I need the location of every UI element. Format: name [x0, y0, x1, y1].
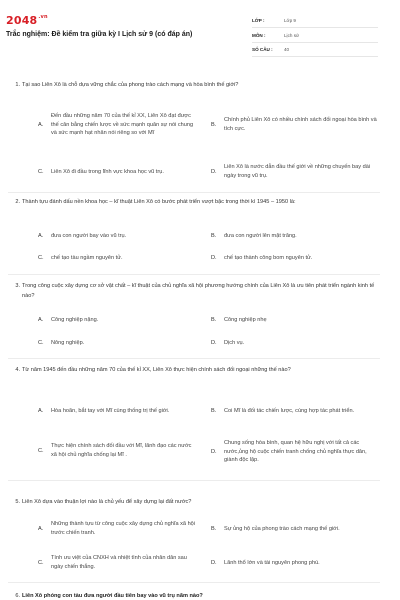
option-d[interactable]	[211, 432, 379, 472]
option-a[interactable]	[38, 400, 198, 422]
question-list	[0, 66, 400, 600]
option-letter: C.	[38, 448, 44, 454]
option-letter: C.	[38, 169, 44, 175]
option-b[interactable]	[211, 230, 379, 242]
option-text: Liên Xô đi đầu trong lĩnh vực khoa học vũ trụ.	[51, 168, 164, 175]
meta-label: MÔN :	[252, 33, 266, 38]
question-number: 1.	[15, 82, 20, 88]
option-c[interactable]	[38, 434, 198, 468]
option-letter: D.	[211, 449, 217, 455]
option-text: Chung sống hòa bình, quan hệ hữu nghị với tất cả các nước,ủng hộ cuộc chiến tranh chống chủ nghĩa thực dân, giành độc lập.	[224, 440, 367, 464]
option-letter: C.	[38, 560, 44, 566]
option-d[interactable]	[211, 252, 379, 264]
logo-text: 2048	[6, 14, 38, 27]
divider	[8, 358, 380, 359]
meta-value: Lịch sử	[284, 33, 300, 38]
option-letter: D.	[211, 560, 217, 566]
site-logo[interactable]	[6, 14, 48, 27]
option-c[interactable]	[38, 252, 198, 264]
option-text: Lãnh thổ lớn và tài nguyên phong phú.	[224, 559, 320, 566]
option-text: chế tạo thành công bom nguyên tử.	[224, 254, 313, 261]
meta-value: Lớp 9	[284, 18, 296, 23]
option-text: Tính ưu việt của CNXH và nhiệt tình của nhân dân sau ngày chiến thắng.	[51, 555, 187, 570]
option-letter: C.	[38, 255, 44, 261]
option-text: Coi Mĩ là đối tác chiến lược, cùng hợp tác phát triển.	[224, 407, 355, 414]
option-letter: A.	[38, 317, 44, 323]
option-letter: B.	[211, 526, 217, 532]
option-b[interactable]	[211, 518, 379, 540]
meta-label: LỚP :	[252, 18, 265, 23]
option-b[interactable]	[211, 314, 379, 326]
divider	[8, 274, 380, 275]
option-letter: A.	[38, 526, 44, 532]
question-text: Tại sao Liên Xô là chỗ dựa vững chắc của phong trào cách mạng và hòa bình thế giới?	[22, 82, 239, 88]
option-text: Liên Xô là nước dẫn đầu thế giới về những chuyến bay dài ngày trong vũ trụ.	[224, 164, 371, 179]
logo-suffix: .vn	[38, 14, 48, 20]
option-a[interactable]	[38, 230, 198, 242]
option-letter: C.	[38, 340, 44, 346]
question-text: Liên Xô phóng con tàu đưa người đầu tiên bay vào vũ trụ năm nào?	[22, 593, 203, 599]
option-letter: A.	[38, 233, 44, 239]
option-text: chế tạo tàu ngầm nguyên tử.	[51, 254, 123, 261]
divider	[8, 192, 380, 193]
option-text: Sự ủng hộ của phong trào cách mạng thế giới.	[224, 525, 340, 532]
option-text: Những thành tựu từ công cuộc xây dựng chủ nghĩa xã hội trước chiến tranh.	[51, 521, 196, 536]
option-letter: B.	[211, 122, 217, 128]
question-number: 4.	[15, 367, 20, 373]
option-text: Dịch vụ.	[224, 339, 245, 346]
option-text: đưa con người lên mặt trăng.	[224, 232, 297, 239]
page-header	[0, 0, 400, 66]
question-number: 3.	[15, 283, 20, 289]
question-number: 2.	[15, 199, 20, 205]
option-text: Thực hiện chính sách đối đầu với Mĩ, lãnh đạo các nước xã hội chủ nghĩa chống lại Mĩ .	[51, 443, 192, 458]
option-a[interactable]	[38, 518, 198, 540]
meta-row-subject	[252, 29, 378, 43]
question-number: 6.	[15, 593, 20, 599]
option-c[interactable]	[38, 337, 198, 349]
question-text: Từ năm 1945 đến đầu những năm 70 của thế kỉ XX, Liên Xô thực hiện chính sách đối ngoại những thế nào?	[22, 367, 291, 373]
option-d[interactable]	[211, 552, 379, 574]
option-letter: A.	[38, 122, 44, 128]
question-number: 5.	[15, 499, 20, 505]
meta-value: 40	[284, 47, 290, 52]
option-letter: D.	[211, 255, 217, 261]
meta-label: SỐ CÂU :	[252, 47, 273, 52]
option-c[interactable]	[38, 552, 198, 574]
option-b[interactable]	[211, 114, 379, 136]
option-a[interactable]	[38, 314, 198, 326]
divider	[8, 480, 380, 481]
option-letter: D.	[211, 169, 217, 175]
meta-row-class	[252, 14, 378, 28]
option-text: Đến đầu những năm 70 của thế kỉ XX, Liên Xô đạt được thế cân bằng chiến lược về sức mạnh quân sự nói chung và sức mạnh hạt nhân nói riêng so với Mĩ	[51, 113, 194, 137]
option-text: Công nghiệp nặng.	[51, 316, 99, 323]
document-title: Trắc nghiệm: Đề kiểm tra giữa kỳ I Lịch sử 9 (có đáp án)	[6, 31, 193, 38]
option-letter: B.	[211, 233, 217, 239]
option-d[interactable]	[211, 337, 379, 349]
question-text: Thành tựu đánh dấu nền khoa học – kĩ thuật Liên Xô có bước phát triển vượt bậc trong thời kì 1945 – 1950 là:	[22, 199, 296, 205]
divider	[8, 582, 380, 583]
option-text: Hòa hoãn, bắt tay với Mĩ cùng thống trị thế giới.	[51, 407, 170, 414]
question-text: Liên Xô dựa vào thuận lợi nào là chủ yếu để xây dựng lại đất nước?	[22, 499, 192, 505]
option-letter: B.	[211, 408, 217, 414]
option-b[interactable]	[211, 400, 379, 422]
option-letter: D.	[211, 340, 217, 346]
option-text: Công nghiệp nhẹ	[224, 316, 267, 323]
option-text: Nông nghiệp.	[51, 339, 85, 346]
option-a[interactable]	[38, 104, 198, 146]
meta-row-question-count	[252, 43, 378, 57]
option-text: đưa con người bay vào vũ trụ.	[51, 232, 127, 239]
option-letter: A.	[38, 408, 44, 414]
option-letter: B.	[211, 317, 217, 323]
option-d[interactable]	[211, 161, 379, 183]
option-text: Chính phủ Liên Xô có nhiều chính sách đối ngoại hòa bình và tích cực.	[224, 117, 377, 132]
option-c[interactable]	[38, 161, 198, 183]
question-text: Trong công cuộc xây dựng cơ sở vật chất – kĩ thuật của chủ nghĩa xã hội phương hướng chính của Liên Xô là ưu tiên phát triển ngành kinh tế nào?	[22, 283, 375, 299]
